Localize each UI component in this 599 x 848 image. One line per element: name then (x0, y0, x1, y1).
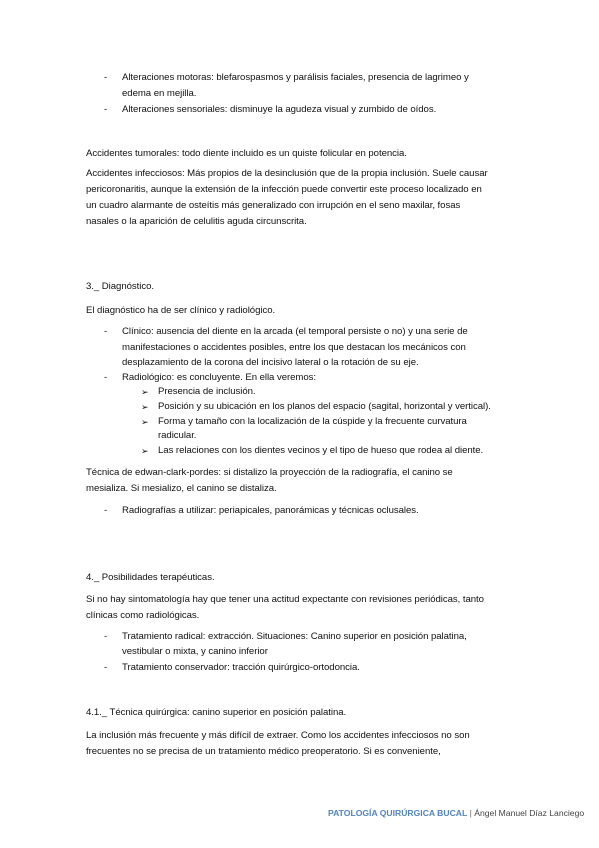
list-item-text: Alteraciones sensoriales: disminuye la agudeza visual y zumbido de oídos. (122, 104, 437, 115)
list-bullet: - (104, 631, 108, 642)
list-item-text: desplazamiento de la corona del incisivo lateral o la rotación de su eje. (122, 357, 419, 368)
list-item-text: Radiológico: es concluyente. En ella veremos: (122, 372, 316, 383)
page-footer (328, 806, 584, 820)
arrow-bullet-icon: ➢ (141, 417, 149, 427)
list-item-text: Alteraciones motoras: blefarospasmos y parálisis faciales, presencia de lagrimeo y (122, 72, 469, 83)
list-bullet: - (104, 662, 108, 673)
footer-separator: | (469, 808, 472, 818)
list-bullet: - (104, 372, 108, 383)
list-item-text: vestibular o mixta, y canino inferior (122, 646, 268, 657)
list-item-text: Radiografías a utilizar: periapicales, panorámicas y técnicas oclusales. (122, 505, 419, 516)
paragraph-line: El diagnóstico ha de ser clínico y radiológico. (86, 305, 276, 316)
list-bullet: - (104, 104, 108, 115)
list-item-text: Clínico: ausencia del diente en la arcada (el temporal persiste o no) y una serie de (122, 326, 468, 337)
list-bullet: - (104, 72, 108, 83)
list-item-text: manifestaciones o accidentes posibles, entre los que destacan los mecánicos con (122, 342, 466, 353)
paragraph-line: clínicas como radiológicas. (86, 610, 200, 621)
paragraph-line: frecuentes no se precisa de un tratamiento médico preoperatorio. Si es conveniente, (86, 746, 441, 757)
sublist-item-text: radicular. (158, 430, 197, 441)
list-item-text: Tratamiento radical: extracción. Situaciones: Canino superior en posición palatina, (122, 631, 467, 642)
list-item-text: edema en mejilla. (122, 88, 197, 99)
section-heading: 3._ Diagnóstico. (86, 281, 154, 292)
paragraph-line: Técnica de edwan-clark-pordes: si distalizo la proyección de la radiografía, el canino se (86, 467, 453, 478)
paragraph-line: La inclusión más frecuente y más difícil de extraer. Como los accidentes infecciosos no son (86, 730, 470, 741)
paragraph-line: Si no hay sintomatología hay que tener una actitud expectante con revisiones periódicas, tanto (86, 594, 484, 605)
sublist-item-text: Presencia de inclusión. (158, 386, 256, 397)
paragraph-line: Accidentes tumorales: todo diente incluido es un quiste folicular en potencia. (86, 148, 407, 159)
list-bullet: - (104, 326, 108, 337)
section-heading: 4._ Posibilidades terapéuticas. (86, 572, 215, 583)
arrow-bullet-icon: ➢ (141, 446, 149, 456)
arrow-bullet-icon: ➢ (141, 387, 149, 397)
list-item-text: Tratamiento conservador: tracción quirúrgico-ortodoncia. (122, 662, 360, 673)
sublist-item-text: Las relaciones con los dientes vecinos y el tipo de hueso que rodea al diente. (158, 445, 484, 456)
paragraph-line: un cuadro alarmante de osteítis más generalizado con irrupción en el seno maxilar, fosas (86, 200, 461, 211)
footer-author: Ángel Manuel Díaz Lanciego (474, 808, 585, 818)
section-heading: 4.1._ Técnica quirúrgica: canino superior en posición palatina. (86, 707, 347, 718)
paragraph-line: Accidentes infecciosos: Más propios de la desinclusión que de la propia inclusión. Suele causar (86, 168, 488, 179)
paragraph-line: mesializa. Si mesializo, el canino se distaliza. (86, 483, 277, 494)
sublist-item-text: Forma y tamaño con la localización de la cúspide y la frecuente curvatura (158, 416, 467, 427)
footer-brand: PATOLOGÍA QUIRÚRGICA BUCAL (328, 808, 468, 818)
sublist-item-text: Posición y su ubicación en los planos del espacio (sagital, horizontal y vertical). (158, 401, 491, 412)
paragraph-line: nasales o la aparición de celulitis aguda circunscrita. (86, 216, 307, 227)
list-bullet: - (104, 505, 108, 516)
arrow-bullet-icon: ➢ (141, 402, 149, 412)
paragraph-line: pericoronaritis, aunque la extensión de la infección puede convertir este proceso localizado en (86, 184, 482, 195)
